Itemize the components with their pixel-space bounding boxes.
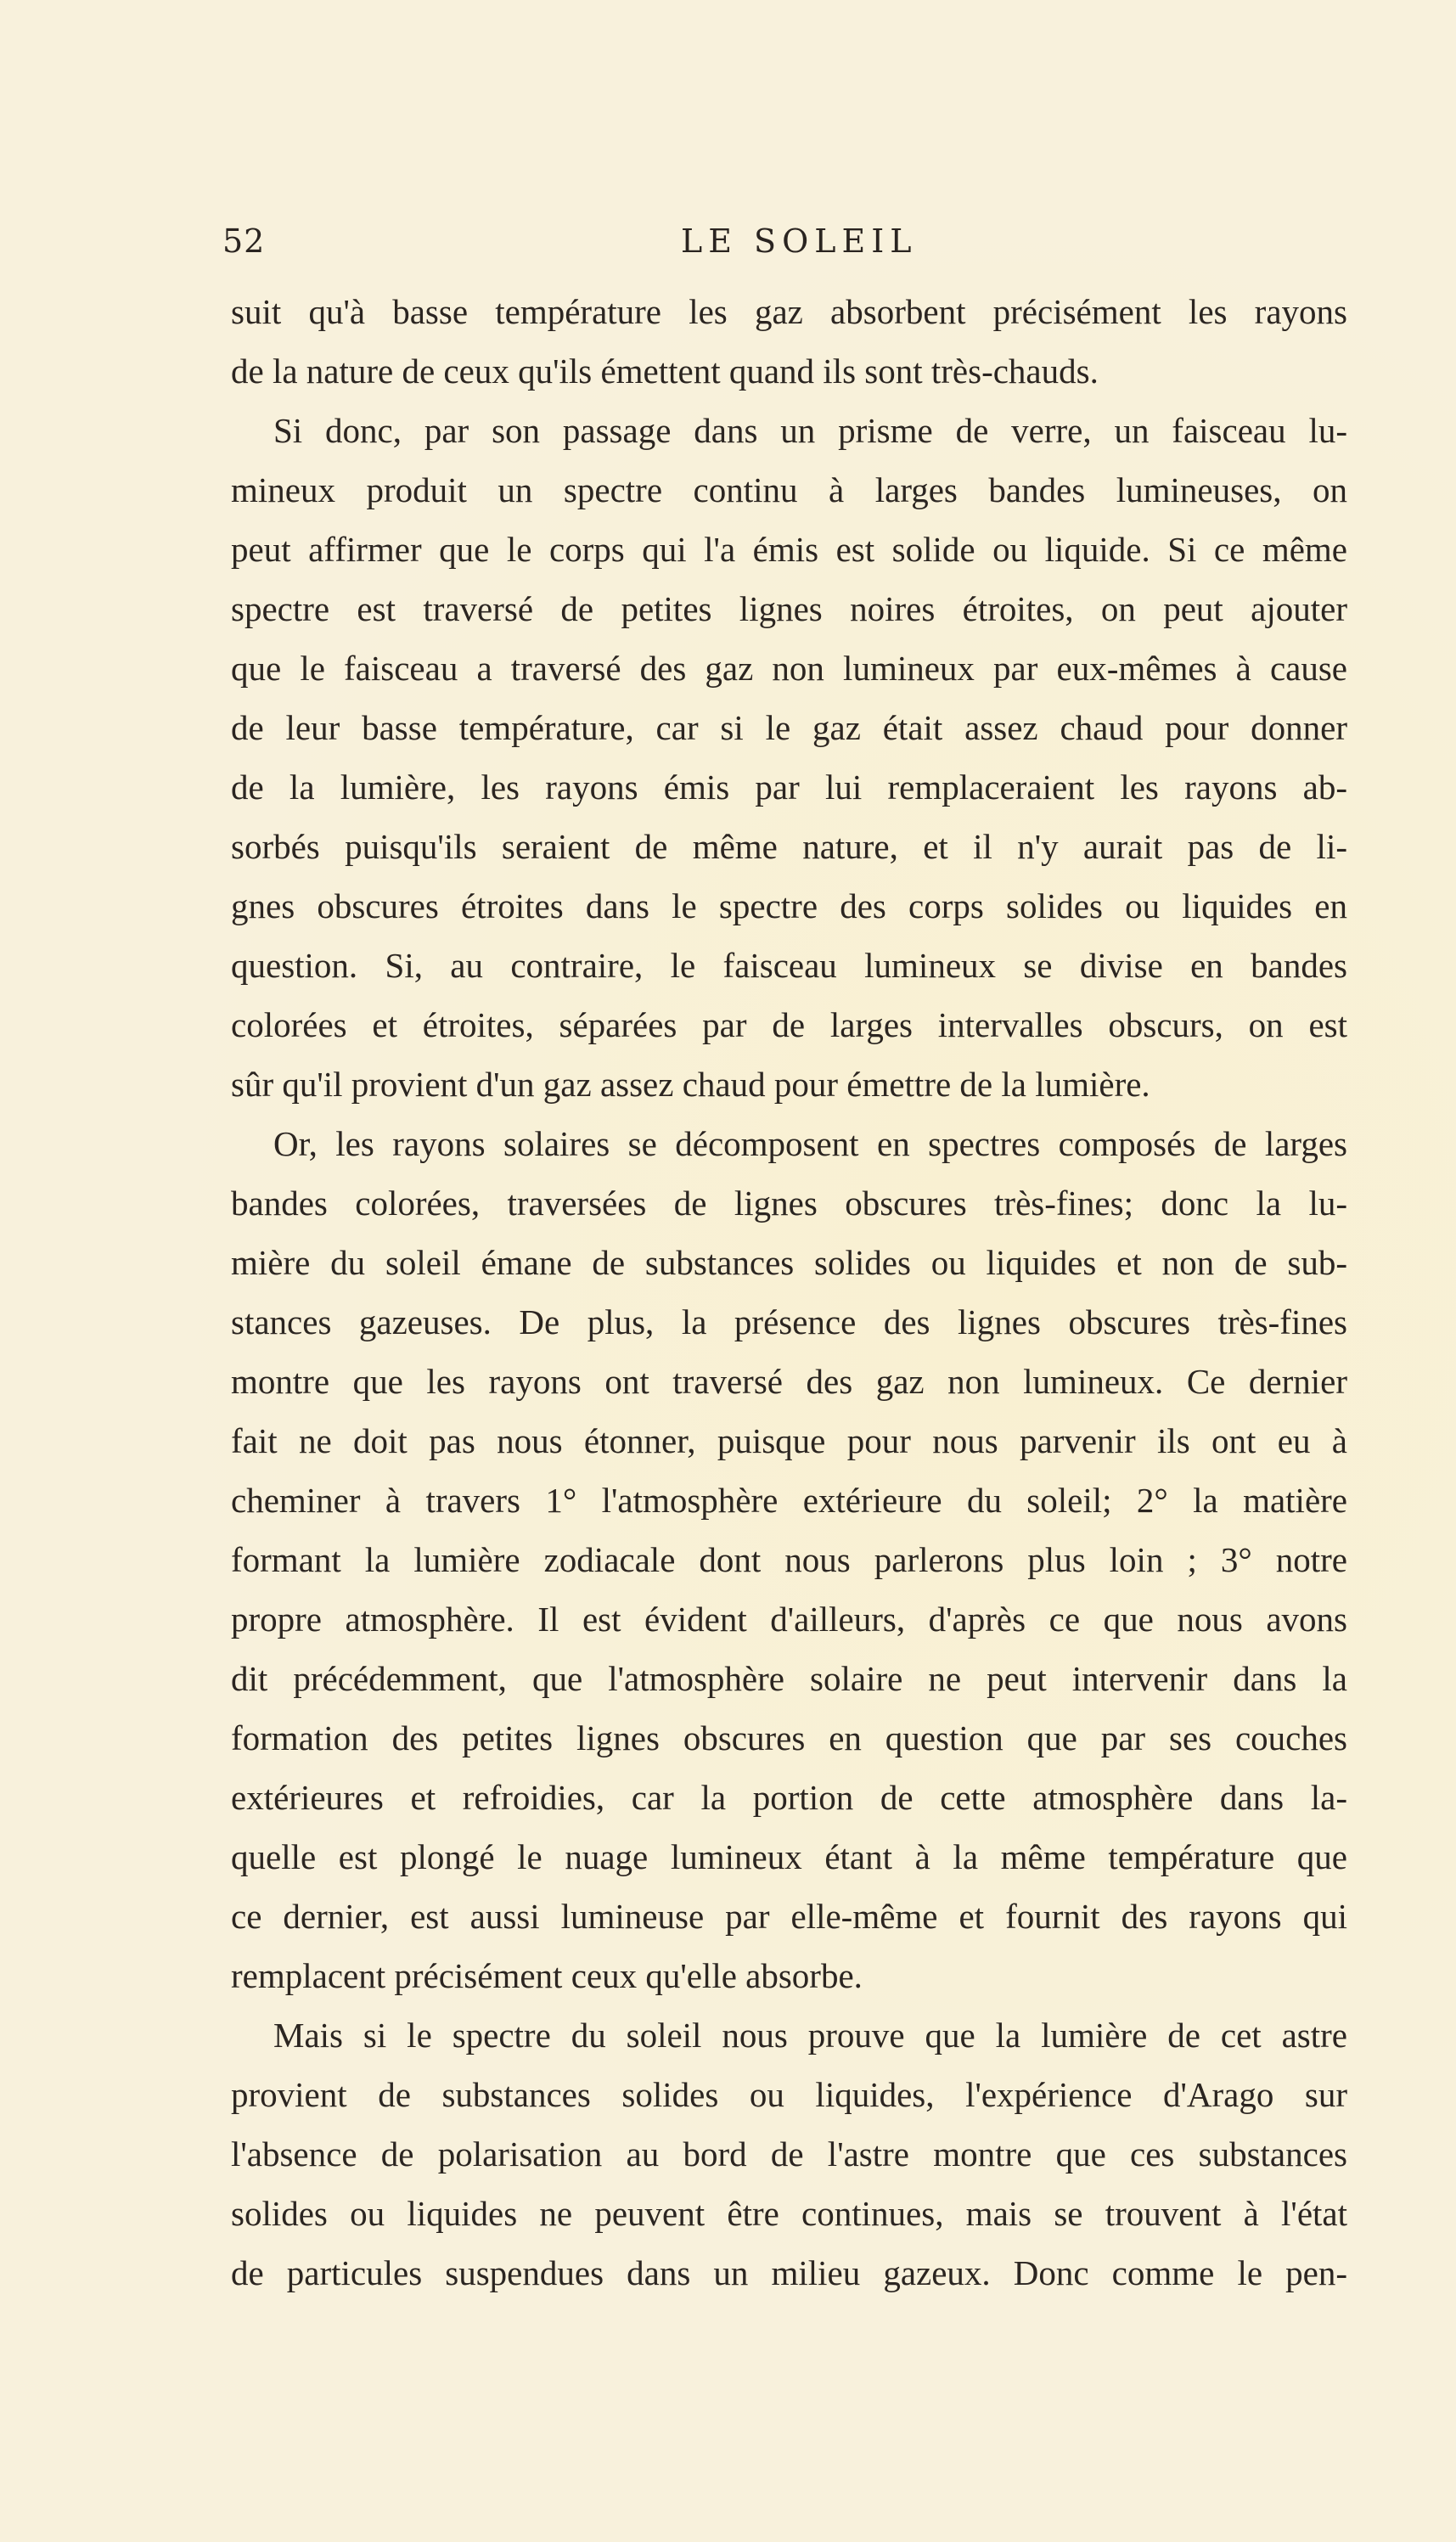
text-line: sorbés puisqu'ils seraient de même nature, et il n'y aurait pas de li- xyxy=(231,827,1347,866)
text-line: de la nature de ceux qu'ils émettent quand ils sont très-chauds. xyxy=(231,351,1099,391)
text-line: stances gazeuses. De plus, la présence des lignes obscures très-fines xyxy=(231,1302,1347,1341)
text-line: bandes colorées, traversées de lignes obscures très-fines; donc la lu- xyxy=(231,1184,1347,1223)
text-line: solides ou liquides ne peuvent être continues, mais se trouvent à l'état xyxy=(231,2194,1347,2233)
page-number: 52 xyxy=(222,222,266,260)
text-line: colorées et étroites, séparées par de larges intervalles obscurs, on est xyxy=(231,1005,1347,1044)
text-line: provient de substances solides ou liquides, l'expérience d'Arago sur xyxy=(231,2075,1347,2114)
text-line: dit précédemment, que l'atmosphère solaire ne peut intervenir dans la xyxy=(231,1659,1347,1698)
text-line: mineux produit un spectre continu à larges bandes lumineuses, on xyxy=(231,470,1347,509)
text-line: spectre est traversé de petites lignes noires étroites, on peut ajouter xyxy=(231,589,1347,628)
text-line: que le faisceau a traversé des gaz non lumineux par eux-mêmes à cause xyxy=(231,649,1347,688)
paragraph xyxy=(231,401,1347,1114)
text-line: propre atmosphère. Il est évident d'ailleurs, d'après ce que nous avons xyxy=(231,1600,1347,1639)
text-line: Mais si le spectre du soleil nous prouve que la lumière de cet astre xyxy=(273,2016,1347,2055)
text-line: cheminer à travers 1° l'atmosphère extérieure du soleil; 2° la matière xyxy=(231,1481,1347,1520)
running-title: LE SOLEIL xyxy=(681,222,918,260)
text-line: Si donc, par son passage dans un prisme de verre, un faisceau lu- xyxy=(273,411,1347,450)
text-line: mière du soleil émane de substances solides ou liquides et non de sub- xyxy=(231,1243,1347,1282)
text-line: fait ne doit pas nous étonner, puisque pour nous parvenir ils ont eu à xyxy=(231,1421,1347,1460)
text-line: gnes obscures étroites dans le spectre des corps solides ou liquides en xyxy=(231,886,1347,925)
paragraph xyxy=(231,1114,1347,2005)
text-line: formation des petites lignes obscures en question que par ses couches xyxy=(231,1718,1347,1757)
paragraph xyxy=(231,2005,1347,2303)
text-line: Or, les rayons solaires se décomposent en spectres composés de larges xyxy=(273,1124,1347,1163)
text-line: l'absence de polarisation au bord de l'astre montre que ces substances xyxy=(231,2134,1347,2174)
text-line: remplacent précisément ceux qu'elle absorbe. xyxy=(231,1956,863,1995)
text-line: sûr qu'il provient d'un gaz assez chaud pour émettre de la lumière. xyxy=(231,1065,1150,1104)
text-line: de particules suspendues dans un milieu gazeux. Donc comme le pen- xyxy=(231,2253,1347,2292)
text-line: de la lumière, les rayons émis par lui remplaceraient les rayons ab- xyxy=(231,768,1347,807)
text-line: peut affirmer que le corps qui l'a émis est solide ou liquide. Si ce même xyxy=(231,530,1347,569)
text-line: quelle est plongé le nuage lumineux étant à la même température que xyxy=(231,1837,1347,1876)
text-line: suit qu'à basse température les gaz absorbent précisément les rayons xyxy=(231,292,1347,331)
page-header xyxy=(222,222,1343,273)
text-line: montre que les rayons ont traversé des gaz non lumineux. Ce dernier xyxy=(231,1362,1347,1401)
text-line: extérieures et refroidies, car la portion de cette atmosphère dans la- xyxy=(231,1778,1347,1817)
text-line: ce dernier, est aussi lumineuse par elle-même et fournit des rayons qui xyxy=(231,1897,1347,1936)
body-text xyxy=(231,282,1347,2303)
paragraph xyxy=(231,282,1347,401)
text-line: question. Si, au contraire, le faisceau lumineux se divise en bandes xyxy=(231,946,1347,985)
text-line: de leur basse température, car si le gaz était assez chaud pour donner xyxy=(231,708,1347,747)
text-line: formant la lumière zodiacale dont nous parlerons plus loin ; 3° notre xyxy=(231,1540,1347,1579)
